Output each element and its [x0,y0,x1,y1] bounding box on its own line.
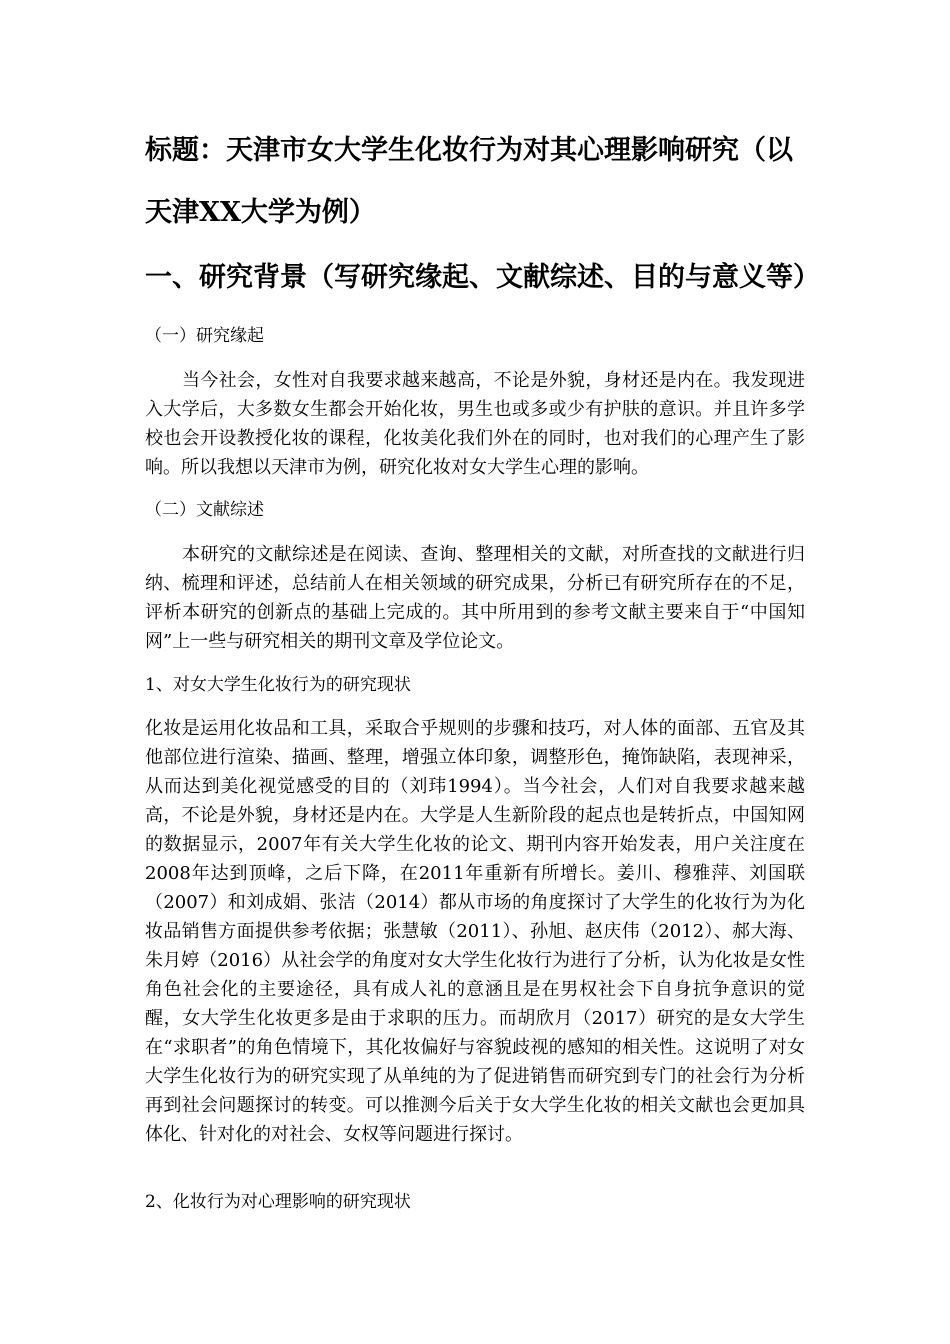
paragraph-makeup-behavior-research: 化妆是运用化妆品和工具，采取合乎规则的步骤和技巧，对人体的面部、五官及其他部位进行渲染、描画、整理，增强立体印象，调整形色，掩饰缺陷，表现神采，从而达到美化视觉感受的目的（刘玮1994）。当今社会，人们对自我要求越来越高，不论是外貌，身材还是内在。大学是人生新阶段的起点也是转折点，中国知网的数据显示，2007年有关大学生化妆的论文、期刊内容开始发表，用户关注度在2008年达到顶峰，之后下降，在2011年重新有所增长。姜川、穆雅萍、刘国联（2007）和刘成娟、张洁（2014）都从市场的角度探讨了大学生的化妆行为为化妆品销售方面提供参考依据；张慧敏（2011）、孙旭、赵庆伟（2012）、郝大海、朱月婷（2016）从社会学的角度对女大学生化妆行为进行了分析，认为化妆是女性角色社会化的主要途径，具有成人礼的意涵且是在男权社会下自身抗争意识的觉醒，女大学生化妆更多是由于求职的压力。而胡欣月（2017）研究的是女大学生在“求职者”的角色情境下，其化妆偏好与容貌歧视的感知的相关性。这说明了对女大学生化妆行为的研究实现了从单纯的为了促进销售而研究到专门的社会行为分析再到社会问题探讨的转变。可以推测今后关于女大学生化妆的相关文献也会更加具体化、针对化的对社会、女权等问题进行探讨。 [145,718,805,1145]
section-heading-research-background: 一、研究背景（写研究缘起、文献综述、目的与意义等） [145,262,820,293]
item-heading-psychological-impact-research: 2、化妆行为对心理影响的研究现状 [145,1192,411,1212]
paragraph-origin: 当今社会，女性对自我要求越来越高，不论是外貌，身材还是内在。我发现进入大学后，大多数女生都会开始化妆，男生也或多或少有护肤的意识。并且许多学校也会开设教授化妆的课程，化妆美化我们外在的同时，也对我们的心理产生了影响。所以我想以天津市为例，研究化妆对女大学生心理的影响。 [145,370,805,478]
subsection-heading-literature-review: （二）文献综述 [145,500,264,520]
item-heading-makeup-behavior-research: 1、对女大学生化妆行为的研究现状 [145,675,411,695]
subsection-heading-origin: （一）研究缘起 [145,326,264,346]
document-title: 标题：天津市女大学生化妆行为对其心理影响研究（以天津XX大学为例） [145,135,793,228]
paragraph-literature-review: 本研究的文献综述是在阅读、查询、整理相关的文献，对所查找的文献进行归纳、梳理和评述，总结前人在相关领域的研究成果，分析已有研究所存在的不足，评析本研究的创新点的基础上完成的。其中所用到的参考文献主要来自于“中国知网”上一些与研究相关的期刊文章及学位论文。 [145,544,805,652]
